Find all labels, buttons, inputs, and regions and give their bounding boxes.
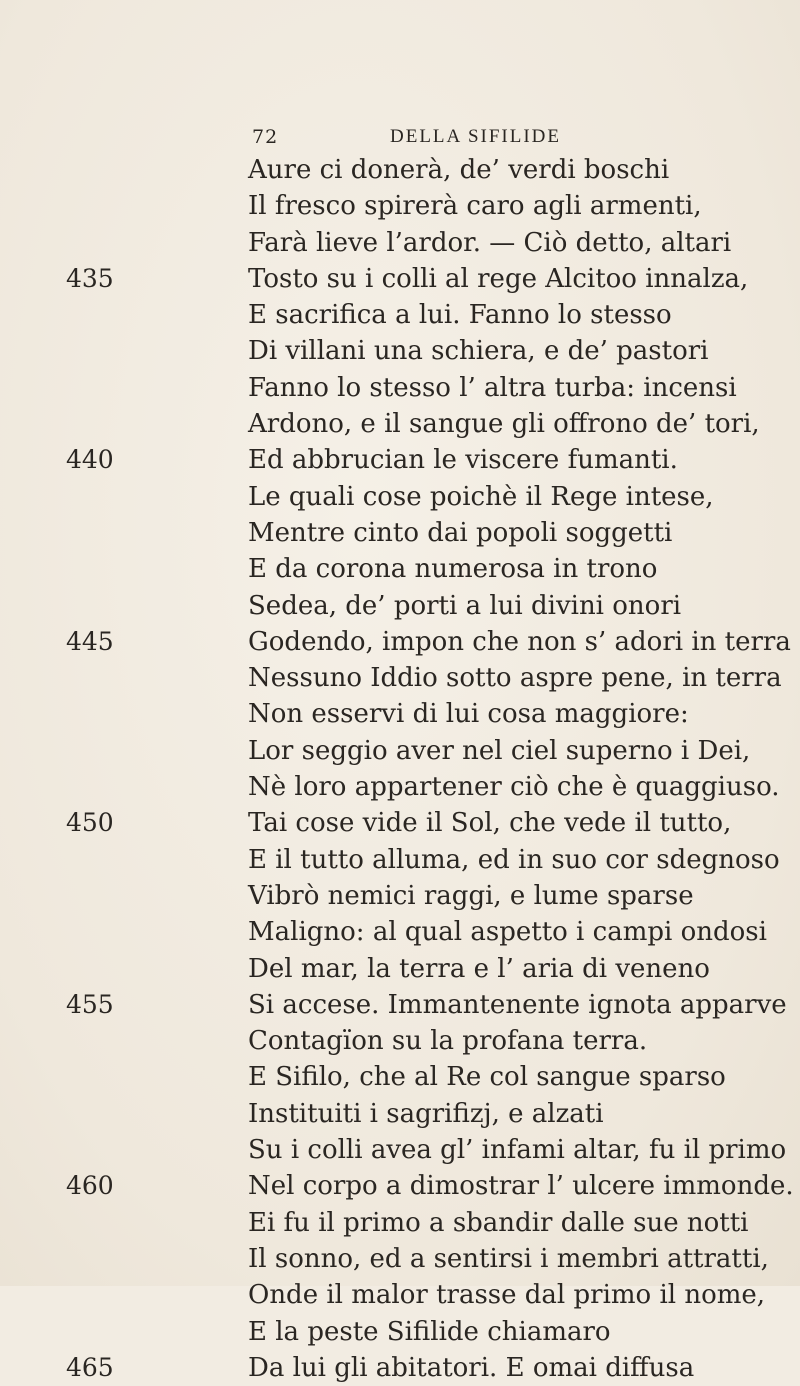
verse-text: Contagïon su la profana terra.: [248, 1026, 648, 1057]
verse-line: [66, 442, 768, 478]
verse-text: Instituiti i sagrifizj, e alzati: [248, 1098, 604, 1129]
verse-text: Si accese. Immantenente ignota apparve: [248, 989, 787, 1020]
verse-text: E la peste Sifilide chiamaro: [248, 1316, 611, 1347]
verse-text: Onde il malor trasse dal primo il nome,: [248, 1280, 766, 1311]
verse-text: Fanno lo stesso l’ altra turba: incensi: [248, 372, 737, 403]
verse-line: [248, 1241, 768, 1277]
verse-line: [248, 660, 782, 696]
verse-text: Farà lieve l’ardor. — Ciò detto, altari: [248, 227, 732, 258]
verse-line: [248, 551, 768, 587]
verse-text: Lor seggio aver nel ciel superno i Dei,: [248, 735, 751, 766]
verse-line: [66, 261, 768, 297]
verse-line: [66, 1350, 768, 1386]
verse-text: Sedea, de’ porti a lui divini onori: [248, 590, 682, 621]
verse-line: [248, 588, 768, 624]
verse-line: [248, 696, 768, 732]
page-number: 72: [252, 126, 279, 148]
verse-text: Di villani una schiera, e de’ pastori: [248, 336, 709, 367]
verse-line: [248, 951, 768, 987]
verse-line: [248, 188, 768, 224]
verse-text: E da corona numerosa in trono: [248, 554, 658, 585]
line-number: 465: [66, 1352, 114, 1382]
verse-line: [248, 370, 768, 406]
line-number: 435: [66, 263, 114, 293]
verse-text: E il tutto alluma, ed in suo cor sdegnoso: [248, 844, 780, 875]
verse-line: [248, 1023, 768, 1059]
verse-text: E sacrifica a lui. Fanno lo stesso: [248, 300, 672, 331]
verse-line: [248, 733, 768, 769]
line-number: 445: [66, 626, 114, 656]
verse-text: E Sifilo, che al Re col sangue sparso: [248, 1062, 726, 1093]
line-number: 455: [66, 989, 114, 1019]
verse-text: Ei fu il primo a sbandir dalle sue notti: [248, 1207, 749, 1238]
verse-line: [248, 1132, 787, 1168]
verse-text: Vibrò nemici raggi, e lume sparse: [248, 880, 694, 911]
verse-text: Mentre cinto dai popoli soggetti: [248, 517, 673, 548]
verse-text: Nel corpo a dimostrar l’ ulcere immonde.: [248, 1171, 794, 1202]
verse-text: Godendo, impon che non s’ adori in terra: [248, 626, 791, 657]
verse-text: Ardono, e il sangue gli offrono de’ tori,: [248, 409, 760, 440]
verse-text: Il sonno, ed a sentirsi i membri attratti,: [248, 1243, 769, 1274]
verse-line: [248, 152, 768, 188]
verse-line: [248, 1277, 768, 1313]
verse-line: [66, 1168, 794, 1204]
verse-text: Non esservi di lui cosa maggiore:: [248, 699, 689, 730]
line-number: 450: [66, 808, 114, 838]
verse-line: [248, 1096, 768, 1132]
verse-text: Aure ci donerà, de’ verdi boschi: [248, 155, 670, 185]
verse-line: [248, 1205, 768, 1241]
verse-line: [248, 1059, 768, 1095]
verse-line: [248, 1314, 768, 1350]
verse-text: Ed abbrucian le viscere fumanti.: [248, 445, 678, 476]
verse-text: Tai cose vide il Sol, che vede il tutto,: [248, 808, 732, 839]
verse-text: Nè loro appartener ciò che è quaggiuso.: [248, 772, 780, 803]
running-title: DELLA SIFILIDE: [390, 126, 562, 147]
verse-line: [248, 406, 768, 442]
verse-line: [248, 225, 768, 261]
line-number: 440: [66, 445, 114, 475]
verse-line: [66, 987, 787, 1023]
verse-text: Le quali cose poichè il Rege intese,: [248, 481, 714, 512]
verse-text: Su i colli avea gl’ infami altar, fu il primo: [248, 1135, 787, 1166]
verse-line: [248, 297, 768, 333]
verse-text: Nessuno Iddio sotto aspre pene, in terra: [248, 663, 782, 694]
poem-text: [66, 152, 794, 1386]
verse-text: Tosto su i colli al rege Alcitoo innalza,: [248, 263, 749, 294]
verse-text: Del mar, la terra e l’ aria di veneno: [248, 953, 710, 984]
verse-line: [248, 515, 768, 551]
verse-text: Da lui gli abitatori. E omai diffusa: [248, 1352, 695, 1383]
verse-line: [248, 769, 780, 805]
verse-line: [66, 624, 791, 660]
verse-line: [248, 878, 768, 914]
verse-line: [248, 842, 780, 878]
verse-text: Maligno: al qual aspetto i campi ondosi: [248, 917, 767, 948]
verse-line: [66, 805, 768, 841]
line-number: 460: [66, 1171, 114, 1201]
verse-line: [248, 914, 768, 950]
verse-line: [248, 479, 768, 515]
verse-line: [248, 333, 768, 369]
verse-text: Il fresco spirerà caro agli armenti,: [248, 191, 702, 222]
